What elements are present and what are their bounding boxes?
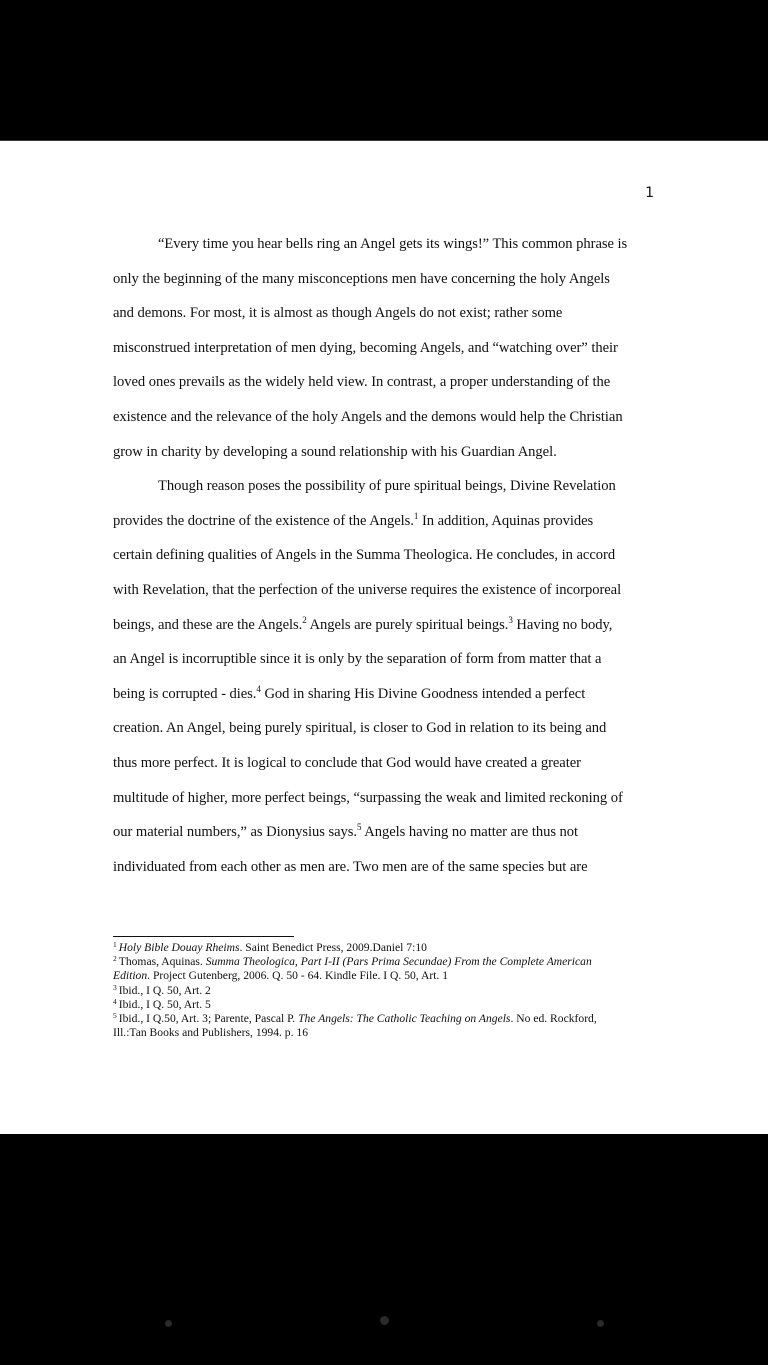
page-number: 1	[645, 185, 654, 201]
body-line-text: with Revelation, that the perfection of the universe requires the existence of incorporeal	[113, 581, 622, 598]
body-line-text: Angels are purely spiritual beings.	[306, 616, 509, 633]
body-line-text: certain defining qualities of Angels in the Summa Theologica. He concludes, in accord	[113, 547, 616, 564]
body-line	[113, 850, 658, 885]
footnote-reference: 3	[508, 614, 513, 625]
footnote-italic-title: Summa Theologica, Part I-II (Pars Prima Secundae) From the Complete American	[205, 955, 592, 969]
body-line	[113, 608, 658, 643]
footnote-5	[113, 1012, 653, 1040]
body-line	[113, 435, 658, 470]
body-line-text: God in sharing His Divine Goodness intended a perfect	[260, 685, 586, 702]
footnote-marker: 5	[113, 1011, 117, 1021]
footnote-marker: 1	[113, 940, 117, 949]
body-line	[113, 538, 658, 573]
footnote-4	[113, 998, 653, 1012]
footnote-author: Thomas, Aquinas.	[118, 955, 206, 969]
home-icon[interactable]	[380, 1316, 389, 1325]
body-line	[113, 262, 658, 297]
body-line-text: existence and the relevance of the holy Angels and the demons would help the Christian	[113, 408, 623, 425]
footnote-reference: 4	[256, 683, 261, 694]
footnote-italic-title: Holy Bible Douay Rheims	[118, 941, 240, 954]
footnote-author: Ibid., I Q.50, Art. 3; Parente, Pascal P.	[118, 1012, 299, 1026]
body-line	[113, 296, 658, 331]
document-page[interactable]	[0, 140, 768, 1134]
body-line	[113, 365, 658, 400]
top-black-bar	[0, 0, 768, 140]
body-line	[113, 504, 658, 539]
body-line	[113, 400, 658, 435]
footnote-text: . Project Gutenberg, 2006. Q. 50 - 64. Kindle File. I Q. 50, Art. 1	[147, 969, 449, 983]
footnote-text: Ibid., I Q. 50, Art. 5	[118, 997, 211, 1011]
body-line-text: misconstrued interpretation of men dying, becoming Angels, and “watching over” their	[113, 339, 618, 356]
footnote-marker: 3	[113, 982, 117, 992]
body-line-text: creation. An Angel, being purely spiritual, is closer to God in relation to its being and	[113, 720, 607, 737]
footnotes	[113, 941, 653, 1040]
recents-icon[interactable]	[597, 1320, 604, 1327]
body-line-text: beings, and these are the Angels.	[113, 616, 303, 633]
body-line-text: only the beginning of the many misconceptions men have concerning the holy Angels	[113, 270, 610, 287]
footnote-marker: 2	[113, 954, 117, 964]
body-line	[113, 781, 658, 816]
body-line	[113, 227, 658, 262]
body-line-text: an Angel is incorruptible since it is only by the separation of form from matter that a	[113, 651, 602, 668]
body-line-text: and demons. For most, it is almost as though Angels do not exist; rather some	[113, 305, 563, 322]
body-line-text: Having no body,	[512, 616, 613, 633]
footnote-italic-title-cont: Edition	[113, 969, 148, 983]
body-text	[113, 227, 658, 884]
footnote-italic-title: The Angels: The Catholic Teaching on Angels	[298, 1012, 511, 1026]
body-line-text: Angels having no matter are thus not	[361, 824, 579, 841]
body-line-text: individuated from each other as men are. Two men are of the same species but are	[113, 858, 588, 875]
footnote-reference: 2	[302, 614, 307, 625]
footnote-2	[113, 955, 653, 983]
footnote-separator	[113, 936, 294, 937]
footnote-3	[113, 984, 653, 998]
body-line	[113, 746, 658, 781]
footnote-text-cont: Ill.:Tan Books and Publishers, 1994. p. 16	[113, 1026, 308, 1040]
footnote-text: . No ed. Rockford,	[510, 1012, 597, 1026]
footnote-1	[113, 941, 653, 955]
body-line	[113, 469, 658, 504]
footnote-reference: 1	[413, 510, 419, 521]
body-line-text: our material numbers,” as Dionysius says.	[113, 824, 357, 841]
body-line-text: Though reason poses the possibility of pure spiritual beings, Divine Revelation	[158, 478, 616, 495]
body-line-text: being is corrupted - dies.	[113, 685, 257, 702]
body-line-text: “Every time you hear bells ring an Angel gets its wings!” This common phrase is	[158, 236, 628, 252]
body-line-text: multitude of higher, more perfect beings, “surpassing the weak and limited reckoning of	[113, 789, 623, 806]
body-line	[113, 677, 658, 712]
navigation-bar	[0, 1134, 768, 1365]
back-icon[interactable]	[165, 1320, 172, 1327]
footnote-text: . Saint Benedict Press, 2009.Daniel 7:10	[239, 941, 427, 954]
body-line	[113, 642, 658, 677]
body-line-text: In addition, Aquinas provides	[418, 512, 594, 529]
body-line	[113, 711, 658, 746]
footnote-reference: 5	[356, 822, 362, 833]
body-line	[113, 331, 658, 366]
body-line-text: loved ones prevails as the widely held view. In contrast, a proper understanding of the	[113, 374, 611, 391]
footnote-text: Ibid., I Q. 50, Art. 2	[118, 983, 211, 997]
body-line	[113, 573, 658, 608]
body-line	[113, 815, 658, 850]
body-line-text: provides the doctrine of the existence of the Angels.	[113, 512, 414, 529]
body-line-text: grow in charity by developing a sound relationship with his Guardian Angel.	[113, 443, 557, 460]
body-line-text: thus more perfect. It is logical to conclude that God would have created a greater	[113, 754, 581, 771]
footnote-marker: 4	[113, 996, 117, 1006]
